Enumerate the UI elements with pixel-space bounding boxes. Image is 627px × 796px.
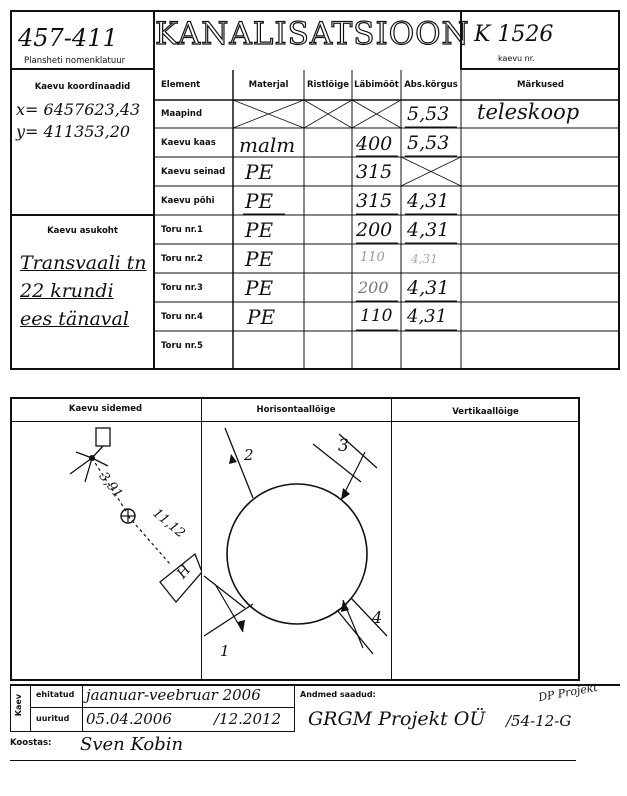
seinad-materjal: PE <box>245 160 274 184</box>
ehitatud-value: jaanuar-veebruar 2006 <box>86 686 261 704</box>
footer-bottom-line-2 <box>10 760 576 761</box>
lower-divider-2 <box>391 397 392 681</box>
kaas-labimoot: 400 <box>356 133 393 155</box>
uuritud-label: uuritud <box>36 714 70 723</box>
sidemed-dist-1: 3,91 <box>95 469 126 502</box>
footer-left-border <box>10 684 11 732</box>
row-label-toru-1: Toru nr.1 <box>161 225 203 235</box>
location-label: Kaevu asukoht <box>47 226 118 236</box>
coord-label: Kaevu koordinaadid <box>34 82 131 92</box>
toru3-labimoot: 200 <box>358 278 389 297</box>
uuritud-value: 05.04.2006 <box>86 710 172 728</box>
toru1-labimoot: 200 <box>356 219 393 241</box>
toru2-labimoot: 110 <box>360 250 385 265</box>
footer-bottom-line-1 <box>10 731 294 732</box>
row-label-kaevu-kaas: Kaevu kaas <box>161 138 216 148</box>
ehitatud-label: ehitatud <box>36 690 75 699</box>
andmed-code: /54-12-G <box>506 712 572 730</box>
kaevu-nr-cell <box>460 10 620 70</box>
footer-label-divider <box>82 684 83 732</box>
sidemed-building-label: H <box>174 562 195 582</box>
col-header-element: Element <box>161 80 201 90</box>
footer-andmed-divider <box>294 684 295 732</box>
pohi-labimoot: 315 <box>356 190 393 212</box>
row-label-toru-5: Toru nr.5 <box>161 341 203 351</box>
row-label-toru-4: Toru nr.4 <box>161 312 203 322</box>
coord-x-value: x= 6457623,43 <box>16 100 141 119</box>
andmed-label: Andmed saadud: <box>300 690 376 699</box>
toru2-materjal: PE <box>245 247 274 271</box>
vert-label: Vertikaallõige <box>452 407 519 417</box>
well-table <box>155 70 620 370</box>
footer-kaev-divider <box>30 684 31 732</box>
kaas-materjal: malm <box>239 133 296 157</box>
footer-mid-line <box>30 707 294 708</box>
sidemed-label: Kaevu sidemed <box>68 404 143 414</box>
koostas-label: Koostas: <box>10 738 52 748</box>
page-title: KANALISATSIOON <box>155 16 470 52</box>
maapind-korgus: 5,53 <box>407 103 450 125</box>
pipe-label-4: 4 <box>372 608 383 627</box>
location-cell <box>10 216 155 370</box>
kaevu-nr-label: kaevu nr. <box>498 54 535 63</box>
pohi-korgus: 4,31 <box>407 190 450 212</box>
horis-label: Horisontaallõige <box>256 405 336 415</box>
toru3-korgus: 4,31 <box>407 277 450 299</box>
toru2-korgus: 4,31 <box>411 252 438 266</box>
andmed-note: DP Projekt <box>537 680 599 705</box>
seinad-labimoot: 315 <box>356 161 393 183</box>
col-header-materjal: Materjal <box>248 80 289 90</box>
pipe-label-2: 2 <box>244 446 254 464</box>
row-label-toru-2: Toru nr.2 <box>161 254 203 264</box>
toru4-materjal: PE <box>247 305 276 329</box>
toru1-materjal: PE <box>245 218 274 242</box>
coord-y-value: y= 411353,20 <box>16 122 131 141</box>
toru4-labimoot: 110 <box>360 306 393 326</box>
kaas-korgus: 5,53 <box>407 132 450 154</box>
row-label-maapind: Maapind <box>161 109 203 119</box>
toru1-korgus: 4,31 <box>407 219 450 241</box>
coord-cell <box>10 70 155 216</box>
toru3-materjal: PE <box>245 276 274 300</box>
col-header-markused: Märkused <box>517 80 564 90</box>
sidemed-sketch <box>10 422 201 681</box>
andmed-value: GRGM Projekt OÜ <box>308 708 486 730</box>
maapind-markused: teleskoop <box>477 100 580 124</box>
pohi-materjal: PE <box>245 189 274 213</box>
row-label-toru-3: Toru nr.3 <box>161 283 203 293</box>
toru4-korgus: 4,31 <box>407 306 448 327</box>
row-label-kaevu-pohi: Kaevu põhi <box>161 196 215 206</box>
nomenklatuur-value: 457-411 <box>18 24 118 52</box>
pipe-label-3: 3 <box>338 436 349 456</box>
col-header-ristloige: Ristlõige <box>306 80 350 90</box>
kaev-label: Kaev <box>14 694 23 717</box>
location-line-2: 22 krundi <box>20 280 114 302</box>
pipe-label-1: 1 <box>220 642 230 660</box>
kaevu-nr-value: K 1526 <box>474 22 554 47</box>
nomenklatuur-cell <box>10 10 155 70</box>
uuritud-value-2: /12.2012 <box>214 710 282 728</box>
nomenklatuur-label: Plansheti nomenklatuur <box>24 56 126 66</box>
col-header-abs-korgus: Abs.kõrgus <box>404 80 458 90</box>
row-label-kaevu-seinad: Kaevu seinad <box>161 167 226 177</box>
koostas-value: Sven Kobin <box>80 734 184 755</box>
location-line-1: Transvaali tn <box>20 252 147 274</box>
sidemed-dist-2: 11,12 <box>149 505 188 542</box>
location-line-3: ees tänaval <box>20 308 129 330</box>
col-header-labimoot: Läbimõõt <box>354 80 399 90</box>
